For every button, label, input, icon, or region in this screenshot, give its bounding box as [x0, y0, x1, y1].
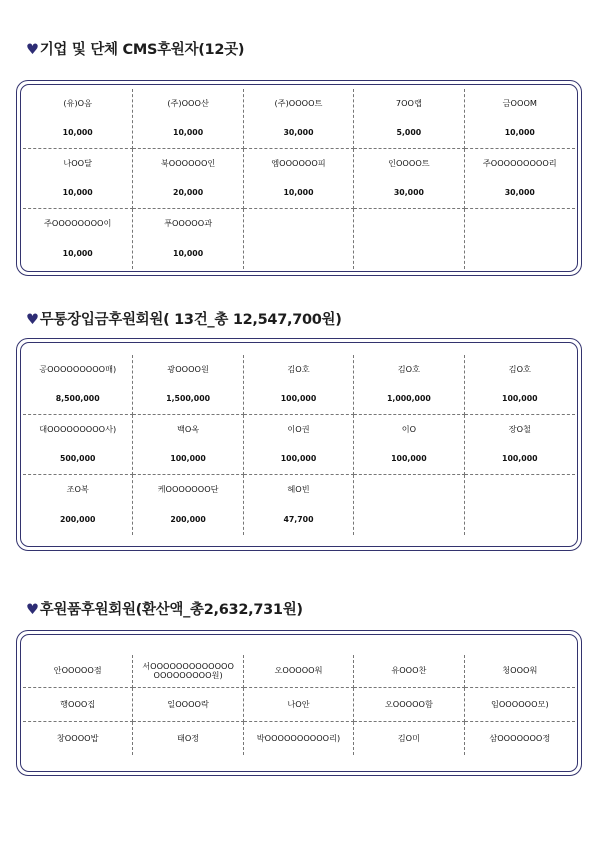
donor-cell — [244, 722, 354, 755]
donor-cell — [244, 149, 354, 209]
donor-amount: 100,000 — [170, 453, 206, 463]
donor-grid — [23, 89, 575, 269]
donor-amount: 30,000 — [504, 187, 535, 197]
donor-name: 박OOOOOOOOOO리) — [256, 732, 341, 743]
section-heading-goods — [26, 598, 303, 619]
donor-name: (주)OOO산 — [167, 98, 209, 109]
donor-name: 오OOOOO함 — [384, 698, 433, 709]
donor-name: 장O철 — [508, 424, 531, 435]
donor-name: 푸OOOOO과 — [164, 218, 213, 229]
empty-cell — [354, 475, 464, 535]
donor-cell — [133, 722, 243, 755]
donor-amount: 10,000 — [173, 248, 204, 258]
donor-name: 창OOOO밥 — [56, 732, 99, 743]
donor-amount: 1,500,000 — [166, 393, 211, 403]
donor-cell — [133, 415, 243, 475]
donor-cell — [465, 89, 575, 149]
donor-cell — [354, 722, 464, 755]
donor-amount: 30,000 — [393, 187, 424, 197]
donor-cell — [133, 355, 243, 415]
donor-amount: 20,000 — [173, 187, 204, 197]
heart-icon: ♥ — [26, 312, 39, 328]
donor-name: 주OOOOOOOO이 — [44, 218, 112, 229]
donor-name: 유OOO찬 — [391, 665, 427, 676]
donor-cell — [23, 722, 133, 755]
donor-amount: 10,000 — [173, 127, 204, 137]
section-heading-bank — [26, 308, 342, 329]
donor-amount: 10,000 — [62, 248, 93, 258]
empty-cell — [465, 475, 575, 535]
donor-cell — [23, 475, 133, 535]
donor-amount: 47,700 — [283, 514, 314, 524]
donor-cell — [244, 688, 354, 721]
donor-name: 이O권 — [287, 424, 310, 435]
donor-name: 나OO달 — [63, 158, 93, 169]
donor-amount: 1,000,000 — [386, 393, 431, 403]
donor-cell — [23, 89, 133, 149]
donor-cell — [354, 688, 464, 721]
donor-name: 케OOOOOOO단 — [157, 484, 219, 495]
donor-cell — [354, 655, 464, 688]
corporate-donor-box — [16, 80, 582, 276]
donor-cell — [133, 475, 243, 535]
empty-cell — [354, 209, 464, 269]
donor-name: 김O호 — [397, 364, 421, 375]
donor-cell — [354, 355, 464, 415]
donor-name: 김O미 — [397, 732, 421, 743]
donor-amount: 10,000 — [62, 187, 93, 197]
donor-name: 나O안 — [287, 698, 310, 709]
donor-name: 김O호 — [287, 364, 310, 375]
donor-cell — [465, 149, 575, 209]
goods-donor-box — [16, 630, 582, 776]
donor-name: 금OOOM — [502, 98, 537, 109]
donor-name: 김O호 — [508, 364, 531, 375]
donor-cell — [244, 475, 354, 535]
donor-amount: 30,000 — [283, 127, 314, 137]
donor-amount: 10,000 — [283, 187, 314, 197]
donor-name: 백O옥 — [176, 424, 200, 435]
donor-name: 일OOOO락 — [167, 698, 209, 709]
heart-icon: ♥ — [26, 602, 39, 618]
donor-cell — [244, 415, 354, 475]
donor-cell — [354, 89, 464, 149]
empty-cell — [465, 209, 575, 269]
donor-cell — [465, 355, 575, 415]
donor-cell — [23, 655, 133, 688]
donor-cell — [23, 209, 133, 269]
donor-name: 대OOOOOOOOO사) — [39, 424, 117, 435]
donor-name: 헤O빈 — [287, 484, 310, 495]
donor-cell — [23, 149, 133, 209]
donor-cell — [23, 688, 133, 721]
donor-amount: 10,000 — [504, 127, 535, 137]
donor-name: 인OOOO트 — [388, 158, 430, 169]
donor-name: 서OOOOOOOOOOOOO OOOOOOOOO원) — [142, 660, 234, 681]
donor-cell — [465, 688, 575, 721]
donor-name: 임OOOOOO모) — [490, 698, 549, 709]
donor-amount: 100,000 — [391, 453, 427, 463]
donor-cell — [133, 149, 243, 209]
donor-amount: 200,000 — [59, 514, 96, 524]
donor-amount: 8,500,000 — [55, 393, 100, 403]
donor-cell — [354, 415, 464, 475]
donor-amount: 5,000 — [396, 127, 422, 137]
donor-amount: 100,000 — [502, 453, 538, 463]
donor-name: 광OOOO원 — [167, 364, 209, 375]
donor-grid — [23, 355, 575, 535]
section-heading-corporate — [26, 38, 244, 59]
donor-name: 안OOOOO점 — [53, 665, 102, 676]
donor-name: (주)OOOO트 — [274, 98, 323, 109]
donor-name: 주OOOOOOOOO리 — [482, 158, 557, 169]
donor-name: 공OOOOOOOOO매) — [39, 364, 117, 375]
donor-name: 북OOOOOO인 — [160, 158, 216, 169]
donor-cell — [23, 355, 133, 415]
donor-amount: 100,000 — [280, 453, 317, 463]
donor-name: 엠OOOOOO피 — [271, 158, 326, 169]
donor-grid — [23, 655, 575, 755]
donor-name: 청OOO워 — [502, 665, 538, 676]
donor-amount: 10,000 — [62, 127, 93, 137]
donor-cell — [465, 655, 575, 688]
donor-name: 오OOOOO워 — [274, 665, 323, 676]
donor-amount: 500,000 — [59, 453, 96, 463]
section-title: 후원품후원회원(환산액_총2,632,731원) — [39, 602, 303, 618]
donor-name: 조O복 — [66, 484, 89, 495]
donor-cell — [133, 209, 243, 269]
donor-name: 7OO랩 — [395, 98, 422, 109]
donor-cell — [354, 149, 464, 209]
donor-cell — [133, 89, 243, 149]
donor-cell — [465, 415, 575, 475]
donor-name: 삼OOOOOOO정 — [489, 732, 551, 743]
donor-cell — [465, 722, 575, 755]
donor-cell — [244, 89, 354, 149]
donor-amount: 200,000 — [170, 514, 206, 524]
donor-name: 이O — [401, 424, 417, 435]
section-title: 무통장입금후원회원( 13건_총 12,547,700원) — [39, 312, 342, 328]
section-title: 기업 및 단체 CMS후원자(12곳) — [39, 42, 245, 58]
heart-icon: ♥ — [26, 42, 39, 58]
donor-amount: 100,000 — [280, 393, 317, 403]
donor-cell — [133, 688, 243, 721]
donor-cell — [244, 655, 354, 688]
donor-cell — [133, 655, 243, 688]
donor-name: (유)O음 — [63, 98, 93, 109]
donor-cell — [23, 415, 133, 475]
donor-name: 태O정 — [176, 732, 200, 743]
bank-donor-box — [16, 338, 582, 551]
donor-cell — [244, 355, 354, 415]
donor-amount: 100,000 — [502, 393, 538, 403]
donor-name: 행OOO집 — [60, 698, 96, 709]
empty-cell — [244, 209, 354, 269]
